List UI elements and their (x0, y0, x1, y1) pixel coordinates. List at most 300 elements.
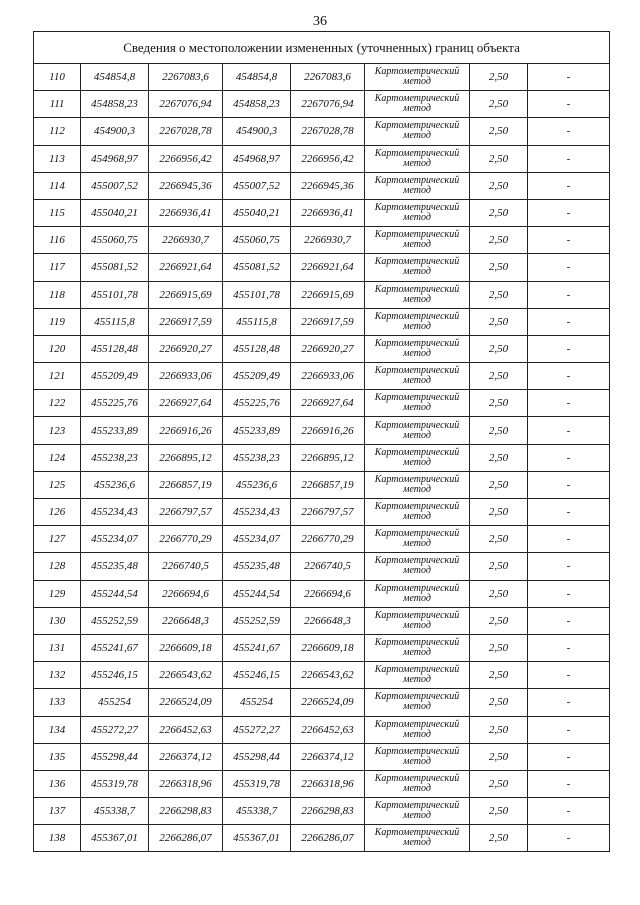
y-coordinate-new-cell: 2266524,09 (291, 689, 365, 716)
table-row (34, 227, 610, 254)
table-row (34, 417, 610, 444)
note-cell: - (528, 172, 610, 199)
y-coordinate-cell: 2266318,96 (149, 770, 223, 797)
accuracy-cell: 2,50 (470, 798, 528, 825)
point-number-cell: 113 (34, 145, 81, 172)
x-coordinate-cell: 455338,7 (81, 798, 149, 825)
point-number-cell: 111 (34, 91, 81, 118)
method-text: метод (403, 728, 431, 740)
method-cell (365, 118, 470, 145)
page-number: 36 (313, 14, 327, 29)
y-coordinate-cell: 2266920,27 (149, 335, 223, 362)
x-coordinate-cell: 455241,67 (81, 634, 149, 661)
x-coordinate-cell: 455233,89 (81, 417, 149, 444)
x-coordinate-new-cell: 455319,78 (223, 770, 291, 797)
point-number-cell: 120 (34, 335, 81, 362)
y-coordinate-new-cell: 2266286,07 (291, 825, 365, 852)
table-row (34, 607, 610, 634)
method-text: метод (403, 130, 431, 142)
method-text: Картометрический (374, 337, 460, 349)
note-cell: - (528, 417, 610, 444)
accuracy-cell: 2,50 (470, 417, 528, 444)
accuracy-cell: 2,50 (470, 64, 528, 91)
accuracy-cell: 2,50 (470, 91, 528, 118)
x-coordinate-cell: 455007,52 (81, 172, 149, 199)
point-number-cell: 122 (34, 390, 81, 417)
x-coordinate-cell: 455209,49 (81, 363, 149, 390)
point-number-cell: 123 (34, 417, 81, 444)
method-text: метод (403, 320, 431, 332)
accuracy-cell: 2,50 (470, 118, 528, 145)
method-cell (365, 254, 470, 281)
y-coordinate-cell: 2266648,3 (149, 607, 223, 634)
point-number-cell: 118 (34, 281, 81, 308)
point-number-cell: 133 (34, 689, 81, 716)
table-row (34, 254, 610, 281)
method-text: метод (403, 592, 431, 604)
y-coordinate-new-cell: 2266895,12 (291, 444, 365, 471)
x-coordinate-cell: 455236,6 (81, 471, 149, 498)
x-coordinate-new-cell: 455234,07 (223, 526, 291, 553)
x-coordinate-new-cell: 455081,52 (223, 254, 291, 281)
x-coordinate-new-cell: 455115,8 (223, 308, 291, 335)
method-cell (365, 770, 470, 797)
point-number-cell: 110 (34, 64, 81, 91)
x-coordinate-cell: 455298,44 (81, 743, 149, 770)
x-coordinate-cell: 455238,23 (81, 444, 149, 471)
x-coordinate-new-cell: 455209,49 (223, 363, 291, 390)
note-cell: - (528, 145, 610, 172)
note-cell: - (528, 444, 610, 471)
note-cell: - (528, 281, 610, 308)
x-coordinate-cell: 455244,54 (81, 580, 149, 607)
x-coordinate-new-cell: 455060,75 (223, 227, 291, 254)
table-row (34, 335, 610, 362)
table-title: Сведения о местоположении измененных (уточненных) границ объекта (34, 32, 610, 64)
y-coordinate-cell: 2266298,83 (149, 798, 223, 825)
y-coordinate-cell: 2266956,42 (149, 145, 223, 172)
y-coordinate-new-cell: 2266933,06 (291, 363, 365, 390)
method-text: метод (403, 456, 431, 468)
method-text: Картометрический (374, 419, 460, 431)
note-cell: - (528, 743, 610, 770)
method-text: Картометрический (374, 202, 460, 214)
method-cell (365, 281, 470, 308)
y-coordinate-cell: 2266286,07 (149, 825, 223, 852)
table-row (34, 526, 610, 553)
method-cell (365, 172, 470, 199)
y-coordinate-cell: 2267076,94 (149, 91, 223, 118)
x-coordinate-cell: 455040,21 (81, 199, 149, 226)
method-cell (365, 91, 470, 118)
y-coordinate-new-cell: 2267028,78 (291, 118, 365, 145)
note-cell: - (528, 798, 610, 825)
note-cell: - (528, 770, 610, 797)
accuracy-cell: 2,50 (470, 553, 528, 580)
method-text: метод (403, 76, 431, 88)
table-row (34, 308, 610, 335)
note-cell: - (528, 471, 610, 498)
method-cell (365, 227, 470, 254)
method-text: Картометрический (374, 310, 460, 322)
x-coordinate-new-cell: 455244,54 (223, 580, 291, 607)
method-text: метод (403, 347, 431, 359)
y-coordinate-new-cell: 2266609,18 (291, 634, 365, 661)
y-coordinate-new-cell: 2266915,69 (291, 281, 365, 308)
method-text: метод (403, 429, 431, 441)
accuracy-cell: 2,50 (470, 281, 528, 308)
y-coordinate-new-cell: 2266920,27 (291, 335, 365, 362)
y-coordinate-new-cell: 2266298,83 (291, 798, 365, 825)
y-coordinate-cell: 2266917,59 (149, 308, 223, 335)
accuracy-cell: 2,50 (470, 825, 528, 852)
y-coordinate-cell: 2266936,41 (149, 199, 223, 226)
note-cell: - (528, 607, 610, 634)
method-text: метод (403, 782, 431, 794)
method-text: метод (403, 103, 431, 115)
y-coordinate-new-cell: 2266936,41 (291, 199, 365, 226)
point-number-cell: 129 (34, 580, 81, 607)
x-coordinate-cell: 455234,43 (81, 499, 149, 526)
point-number-cell: 124 (34, 444, 81, 471)
y-coordinate-new-cell: 2266857,19 (291, 471, 365, 498)
table-row (34, 553, 610, 580)
method-cell (365, 607, 470, 634)
table-row (34, 390, 610, 417)
method-cell (365, 199, 470, 226)
x-coordinate-new-cell: 454900,3 (223, 118, 291, 145)
table-row (34, 64, 610, 91)
table-row (34, 172, 610, 199)
method-cell (365, 444, 470, 471)
x-coordinate-cell: 454968,97 (81, 145, 149, 172)
method-text: метод (403, 239, 431, 251)
point-number-cell: 119 (34, 308, 81, 335)
table-row (34, 363, 610, 390)
note-cell: - (528, 553, 610, 580)
y-coordinate-new-cell: 2266543,62 (291, 662, 365, 689)
x-coordinate-cell: 454900,3 (81, 118, 149, 145)
x-coordinate-new-cell: 455236,6 (223, 471, 291, 498)
accuracy-cell: 2,50 (470, 499, 528, 526)
y-coordinate-cell: 2266921,64 (149, 254, 223, 281)
method-cell (365, 825, 470, 852)
y-coordinate-cell: 2266543,62 (149, 662, 223, 689)
method-text: Картометрический (374, 446, 460, 458)
method-cell (365, 471, 470, 498)
method-cell (365, 499, 470, 526)
accuracy-cell: 2,50 (470, 363, 528, 390)
method-text: метод (403, 157, 431, 169)
method-text: Картометрический (374, 582, 460, 594)
y-coordinate-new-cell: 2266930,7 (291, 227, 365, 254)
y-coordinate-new-cell: 2267083,6 (291, 64, 365, 91)
x-coordinate-new-cell: 455272,27 (223, 716, 291, 743)
note-cell: - (528, 335, 610, 362)
method-cell (365, 145, 470, 172)
x-coordinate-new-cell: 455241,67 (223, 634, 291, 661)
x-coordinate-new-cell: 455298,44 (223, 743, 291, 770)
table-row (34, 499, 610, 526)
accuracy-cell: 2,50 (470, 390, 528, 417)
y-coordinate-cell: 2266895,12 (149, 444, 223, 471)
x-coordinate-cell: 455252,59 (81, 607, 149, 634)
method-cell (365, 716, 470, 743)
note-cell: - (528, 580, 610, 607)
x-coordinate-cell: 455272,27 (81, 716, 149, 743)
x-coordinate-cell: 455225,76 (81, 390, 149, 417)
y-coordinate-cell: 2266916,26 (149, 417, 223, 444)
table-row (34, 689, 610, 716)
table-row (34, 580, 610, 607)
method-cell (365, 634, 470, 661)
y-coordinate-new-cell: 2266452,63 (291, 716, 365, 743)
method-text: Картометрический (374, 93, 460, 105)
method-text: метод (403, 538, 431, 550)
note-cell: - (528, 64, 610, 91)
x-coordinate-new-cell: 455101,78 (223, 281, 291, 308)
method-text: Картометрический (374, 66, 460, 78)
method-text: Картометрический (374, 772, 460, 784)
x-coordinate-new-cell: 455238,23 (223, 444, 291, 471)
method-text: Картометрический (374, 229, 460, 241)
y-coordinate-cell: 2266524,09 (149, 689, 223, 716)
method-text: Картометрический (374, 637, 460, 649)
x-coordinate-new-cell: 455235,48 (223, 553, 291, 580)
y-coordinate-new-cell: 2266927,64 (291, 390, 365, 417)
accuracy-cell: 2,50 (470, 743, 528, 770)
point-number-cell: 127 (34, 526, 81, 553)
table-row (34, 798, 610, 825)
accuracy-cell: 2,50 (470, 308, 528, 335)
y-coordinate-cell: 2266945,36 (149, 172, 223, 199)
table-row (34, 444, 610, 471)
table-title-row (34, 32, 610, 64)
accuracy-cell: 2,50 (470, 145, 528, 172)
x-coordinate-new-cell: 455233,89 (223, 417, 291, 444)
method-cell (365, 363, 470, 390)
table-row (34, 281, 610, 308)
table-row (34, 770, 610, 797)
table-row (34, 662, 610, 689)
note-cell: - (528, 254, 610, 281)
method-text: метод (403, 402, 431, 414)
point-number-cell: 128 (34, 553, 81, 580)
x-coordinate-new-cell: 455040,21 (223, 199, 291, 226)
y-coordinate-new-cell: 2266694,6 (291, 580, 365, 607)
method-cell (365, 526, 470, 553)
x-coordinate-cell: 455254 (81, 689, 149, 716)
note-cell: - (528, 634, 610, 661)
method-cell (365, 553, 470, 580)
table-row (34, 634, 610, 661)
note-cell: - (528, 716, 610, 743)
method-text: Картометрический (374, 392, 460, 404)
method-text: метод (403, 701, 431, 713)
method-cell (365, 743, 470, 770)
y-coordinate-cell: 2266694,6 (149, 580, 223, 607)
method-cell (365, 580, 470, 607)
x-coordinate-new-cell: 455254 (223, 689, 291, 716)
y-coordinate-cell: 2266609,18 (149, 634, 223, 661)
method-text: Картометрический (374, 609, 460, 621)
method-text: метод (403, 511, 431, 523)
point-number-cell: 125 (34, 471, 81, 498)
y-coordinate-cell: 2266770,29 (149, 526, 223, 553)
accuracy-cell: 2,50 (470, 471, 528, 498)
method-text: метод (403, 647, 431, 659)
method-text: Картометрический (374, 718, 460, 730)
x-coordinate-new-cell: 455246,15 (223, 662, 291, 689)
y-coordinate-new-cell: 2266921,64 (291, 254, 365, 281)
method-text: метод (403, 755, 431, 767)
note-cell: - (528, 689, 610, 716)
table-row (34, 471, 610, 498)
note-cell: - (528, 390, 610, 417)
method-text: Картометрический (374, 555, 460, 567)
point-number-cell: 117 (34, 254, 81, 281)
method-cell (365, 308, 470, 335)
method-cell (365, 390, 470, 417)
y-coordinate-new-cell: 2266374,12 (291, 743, 365, 770)
method-text: метод (403, 837, 431, 849)
note-cell: - (528, 91, 610, 118)
method-text: Картометрический (374, 664, 460, 676)
accuracy-cell: 2,50 (470, 526, 528, 553)
x-coordinate-cell: 455081,52 (81, 254, 149, 281)
method-text: Картометрический (374, 691, 460, 703)
point-number-cell: 134 (34, 716, 81, 743)
y-coordinate-cell: 2266933,06 (149, 363, 223, 390)
method-text: Картометрический (374, 283, 460, 295)
table-row (34, 91, 610, 118)
y-coordinate-cell: 2267028,78 (149, 118, 223, 145)
x-coordinate-new-cell: 454968,97 (223, 145, 291, 172)
table-row (34, 743, 610, 770)
method-text: метод (403, 619, 431, 631)
point-number-cell: 126 (34, 499, 81, 526)
method-text: метод (403, 212, 431, 224)
y-coordinate-cell: 2266857,19 (149, 471, 223, 498)
note-cell: - (528, 199, 610, 226)
x-coordinate-cell: 455319,78 (81, 770, 149, 797)
x-coordinate-cell: 455115,8 (81, 308, 149, 335)
accuracy-cell: 2,50 (470, 770, 528, 797)
x-coordinate-new-cell: 454858,23 (223, 91, 291, 118)
method-text: Картометрический (374, 473, 460, 485)
point-number-cell: 116 (34, 227, 81, 254)
boundary-coordinates-table (33, 31, 610, 852)
x-coordinate-cell: 455060,75 (81, 227, 149, 254)
note-cell: - (528, 526, 610, 553)
y-coordinate-cell: 2266797,57 (149, 499, 223, 526)
x-coordinate-new-cell: 455225,76 (223, 390, 291, 417)
x-coordinate-cell: 455234,07 (81, 526, 149, 553)
y-coordinate-cell: 2266930,7 (149, 227, 223, 254)
y-coordinate-new-cell: 2266917,59 (291, 308, 365, 335)
x-coordinate-new-cell: 455234,43 (223, 499, 291, 526)
point-number-cell: 131 (34, 634, 81, 661)
method-text: метод (403, 565, 431, 577)
method-text: метод (403, 293, 431, 305)
x-coordinate-new-cell: 455252,59 (223, 607, 291, 634)
point-number-cell: 135 (34, 743, 81, 770)
point-number-cell: 114 (34, 172, 81, 199)
note-cell: - (528, 499, 610, 526)
point-number-cell: 138 (34, 825, 81, 852)
y-coordinate-cell: 2266740,5 (149, 553, 223, 580)
method-text: Картометрический (374, 501, 460, 513)
point-number-cell: 130 (34, 607, 81, 634)
table-row (34, 145, 610, 172)
accuracy-cell: 2,50 (470, 199, 528, 226)
method-text: Картометрический (374, 800, 460, 812)
y-coordinate-new-cell: 2266945,36 (291, 172, 365, 199)
method-text: Картометрический (374, 528, 460, 540)
method-cell (365, 335, 470, 362)
accuracy-cell: 2,50 (470, 662, 528, 689)
x-coordinate-new-cell: 454854,8 (223, 64, 291, 91)
method-text: Картометрический (374, 120, 460, 132)
table-row (34, 825, 610, 852)
y-coordinate-new-cell: 2266318,96 (291, 770, 365, 797)
accuracy-cell: 2,50 (470, 716, 528, 743)
note-cell: - (528, 308, 610, 335)
x-coordinate-new-cell: 455367,01 (223, 825, 291, 852)
y-coordinate-cell: 2266374,12 (149, 743, 223, 770)
x-coordinate-cell: 455101,78 (81, 281, 149, 308)
accuracy-cell: 2,50 (470, 254, 528, 281)
point-number-cell: 137 (34, 798, 81, 825)
accuracy-cell: 2,50 (470, 172, 528, 199)
method-cell (365, 689, 470, 716)
note-cell: - (528, 118, 610, 145)
x-coordinate-cell: 454858,23 (81, 91, 149, 118)
y-coordinate-new-cell: 2266770,29 (291, 526, 365, 553)
method-text: Картометрический (374, 745, 460, 757)
point-number-cell: 121 (34, 363, 81, 390)
method-cell (365, 417, 470, 444)
table-body (34, 32, 610, 852)
note-cell: - (528, 662, 610, 689)
method-text: Картометрический (374, 827, 460, 839)
table-row (34, 716, 610, 743)
point-number-cell: 136 (34, 770, 81, 797)
point-number-cell: 132 (34, 662, 81, 689)
method-cell (365, 798, 470, 825)
method-text: Картометрический (374, 174, 460, 186)
y-coordinate-new-cell: 2266797,57 (291, 499, 365, 526)
table-row (34, 199, 610, 226)
y-coordinate-new-cell: 2266648,3 (291, 607, 365, 634)
method-text: метод (403, 810, 431, 822)
x-coordinate-new-cell: 455338,7 (223, 798, 291, 825)
y-coordinate-cell: 2266915,69 (149, 281, 223, 308)
x-coordinate-cell: 454854,8 (81, 64, 149, 91)
y-coordinate-new-cell: 2266916,26 (291, 417, 365, 444)
method-text: Картометрический (374, 365, 460, 377)
accuracy-cell: 2,50 (470, 607, 528, 634)
accuracy-cell: 2,50 (470, 634, 528, 661)
method-cell (365, 662, 470, 689)
method-text: Картометрический (374, 147, 460, 159)
method-text: метод (403, 184, 431, 196)
y-coordinate-cell: 2266927,64 (149, 390, 223, 417)
method-text: метод (403, 375, 431, 387)
method-text: Картометрический (374, 256, 460, 268)
accuracy-cell: 2,50 (470, 227, 528, 254)
note-cell: - (528, 825, 610, 852)
